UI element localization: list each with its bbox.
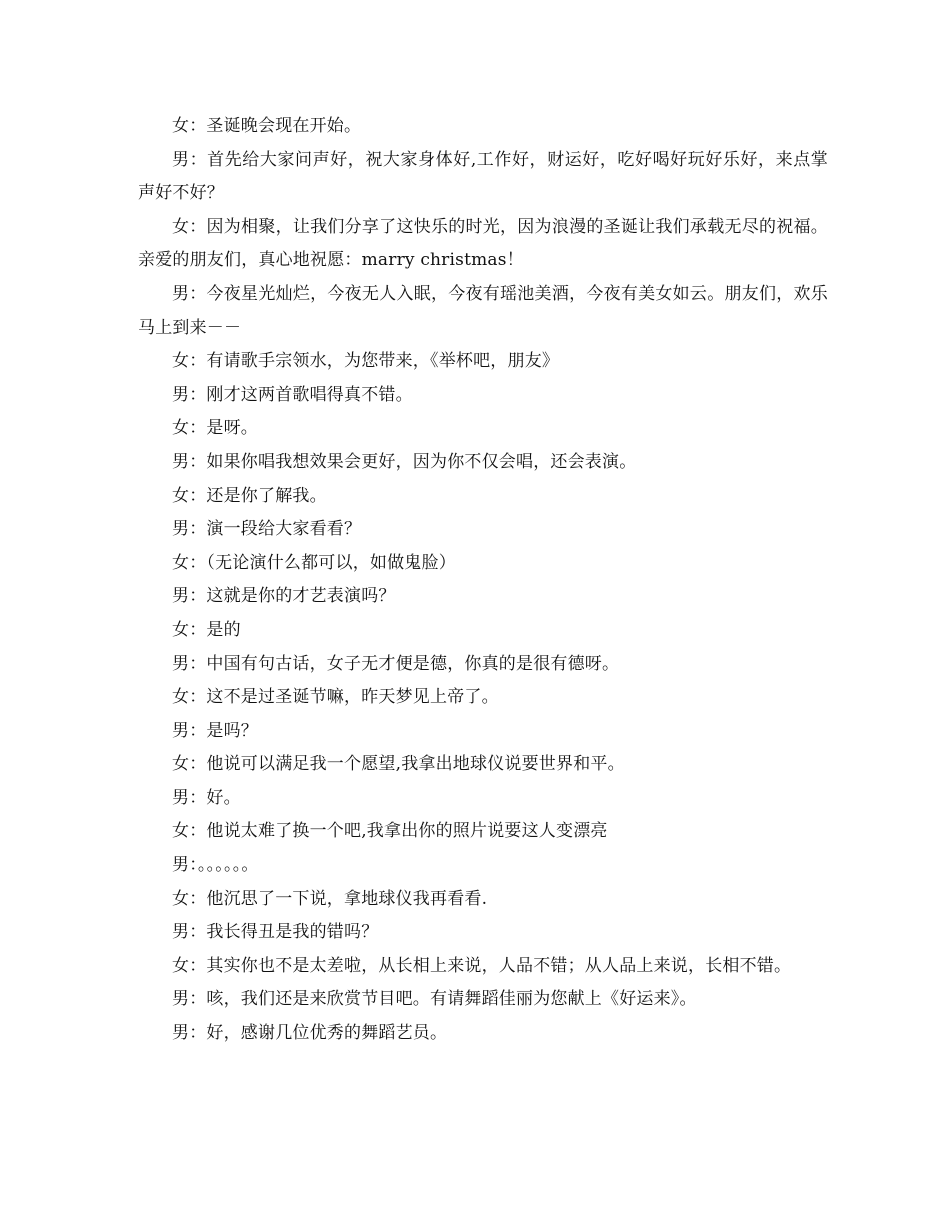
- dialogue-line: 男：中国有句古话，女子无才便是德，你真的是很有德呀。: [172, 653, 620, 674]
- dialogue-line: 男：。。。。。。: [172, 855, 259, 876]
- dialogue-line: 女：（无论演什么都可以，如做鬼脸）: [172, 552, 456, 573]
- dialogue-line: 男：刚才这两首歌唱得真不错。: [172, 384, 413, 405]
- dialogue-line: 女：有请歌手宗领水，为您带来，《举杯吧，朋友》: [172, 351, 560, 372]
- dialogue-line: 男：这就是你的才艺表演吗？: [172, 586, 396, 607]
- dialogue-line: 男：如果你唱我想效果会更好，因为你不仅会唱，还会表演。: [172, 451, 637, 472]
- dialogue-script: [138, 110, 828, 1051]
- dialogue-line: 男：是吗？: [172, 720, 258, 741]
- dialogue-line: 男：好。: [172, 787, 241, 808]
- dialogue-line: 女：是的: [172, 619, 241, 640]
- dialogue-line: 女：圣诞晚会现在开始。: [172, 116, 362, 136]
- dialogue-line: 女：这不是过圣诞节嘛，昨天梦见上帝了。: [172, 687, 499, 708]
- dialogue-line: 女：他说可以满足我一个愿望,我拿出地球仪说要世界和平。: [172, 754, 625, 775]
- dialogue-line: 男：首先给大家问声好，祝大家身体好,工作好，财运好，吃好喝好玩好乐好，来点掌声好不好？: [138, 149, 828, 204]
- dialogue-line: 女：还是你了解我。: [172, 485, 327, 506]
- dialogue-line: 女：其实你也不是太差啦，从长相上来说，人品不错；从人品上来说，长相不错。: [172, 955, 792, 976]
- dialogue-line: 女：他说太难了换一个吧,我拿出你的照片说要这人变漂亮: [172, 821, 608, 842]
- dialogue-line: 女：是呀。: [172, 418, 258, 439]
- dialogue-line: 男：演一段给大家看看？: [172, 519, 362, 540]
- dialogue-line: 男：咳，我们还是来欣赏节目吧。有请舞蹈佳丽为您献上《好运来》。: [172, 989, 697, 1010]
- dialogue-line: 男：今夜星光灿烂，今夜无人入眠，今夜有瑶池美酒，今夜有美女如云。朋友们，欢乐马上到来－－: [138, 283, 828, 338]
- dialogue-line: 男：我长得丑是我的错吗？: [172, 922, 379, 943]
- dialogue-line: 男：好，感谢几位优秀的舞蹈艺员。: [172, 1023, 448, 1044]
- dialogue-line: 女：他沉思了一下说，拿地球仪我再看看.: [172, 888, 488, 909]
- dialogue-line: 女：因为相聚，让我们分享了这快乐的时光，因为浪漫的圣诞让我们承载无尽的祝福。亲爱的朋友们，真心地祝愿：marry christmas！: [138, 216, 828, 271]
